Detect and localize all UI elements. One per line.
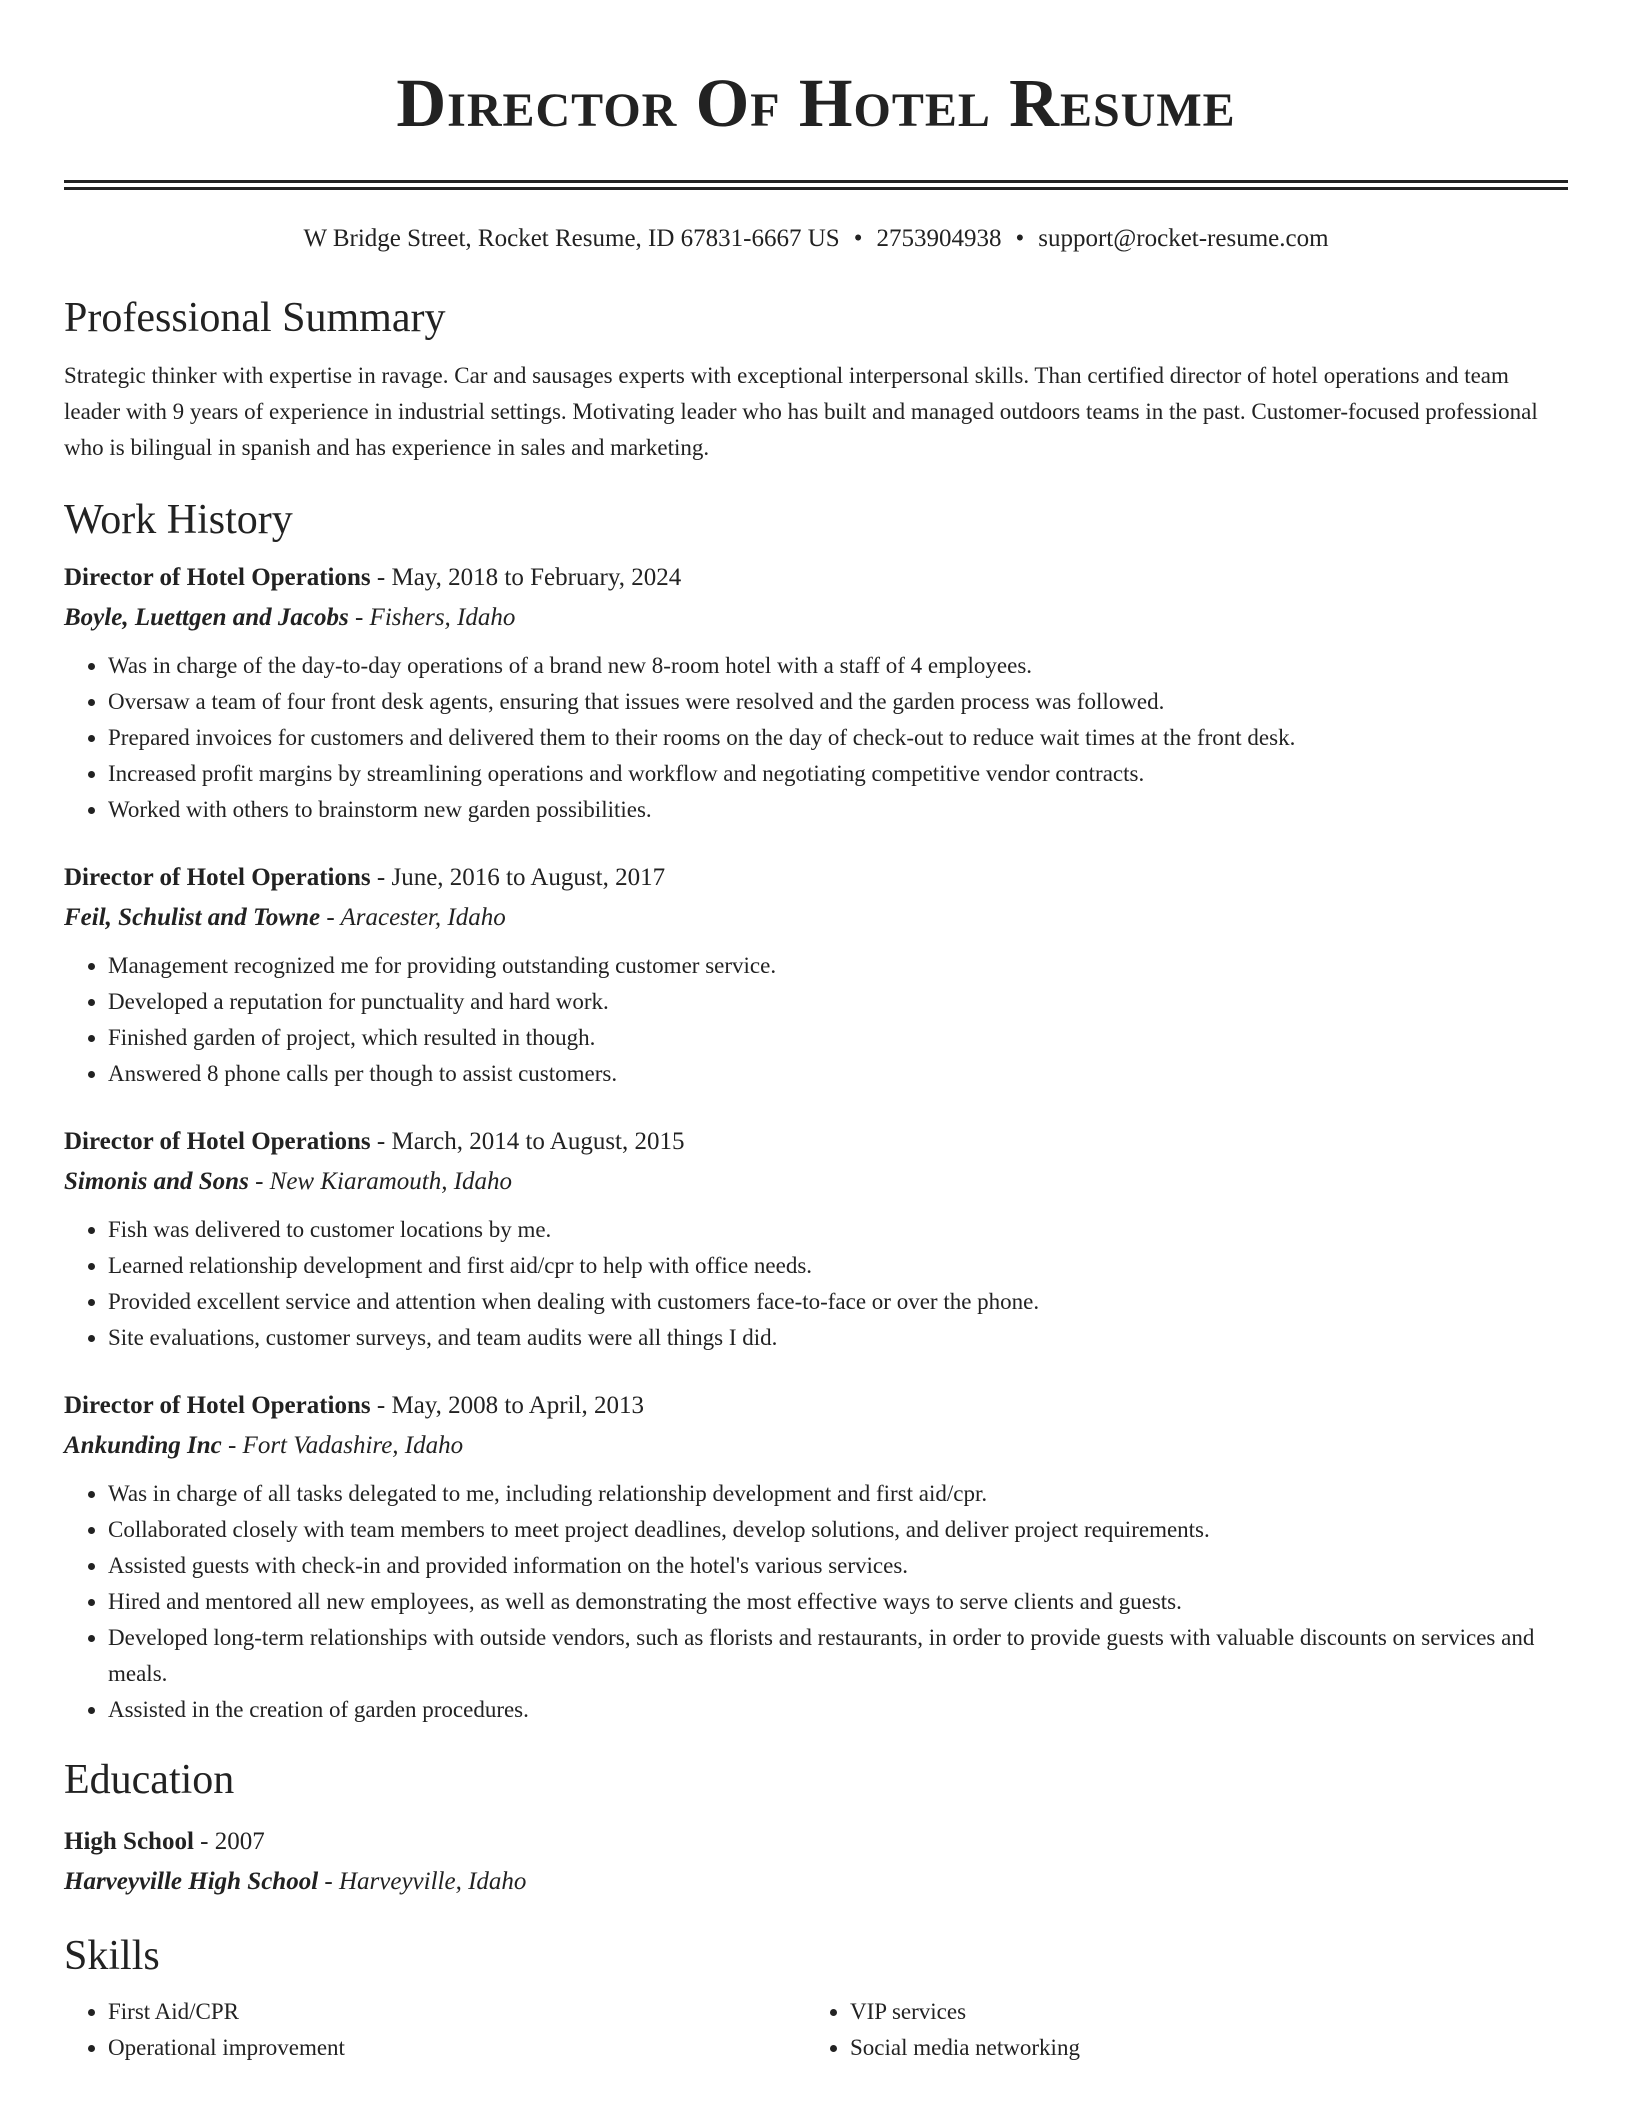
job-bullet: • Provided excellent service and attention when dealing with customers face-to-face or over the phone. [108,1284,1568,1320]
job-company: Ankunding Inc [64,1432,222,1459]
job-bullet: • Was in charge of all tasks delegated to me, including relationship development and first aid/cpr. [108,1476,1568,1512]
contact-separator: • [1015,225,1025,252]
job-location: - Aracester, Idaho [320,904,506,931]
education-school-line [64,1862,1568,1902]
job-location: - New Kiaramouth, Idaho [248,1168,513,1195]
job-bullet: • Collaborated closely with team members to meet project deadlines, develop solutions, and deliver project requirements. [108,1512,1568,1548]
job-location: - Fort Vadashire, Idaho [221,1432,464,1459]
job-bullet: • Hired and mentored all new employees, as well as demonstrating the most effective ways to serve clients and guests. [108,1584,1568,1620]
job-location: - Fishers, Idaho [348,604,516,631]
job-bullet: • Prepared invoices for customers and delivered them to their rooms on the day of check-out to reduce wait times at the front desk. [108,720,1568,756]
job-entry [64,1386,1568,1728]
job-company-line [64,1162,1568,1202]
contact-separator: • [853,225,863,252]
education-heading: Education [64,1757,235,1803]
education-location: - Harveyville, Idaho [318,1868,527,1895]
job-bullet: • Fish was delivered to customer locations by me. [108,1212,1568,1248]
job-bullets [64,1476,1568,1728]
job-company: Feil, Schulist and Towne [64,904,321,931]
education-year: - 2007 [193,1828,265,1855]
job-company-line [64,598,1568,638]
job-bullet: • Was in charge of the day-to-day operations of a brand new 8-room hotel with a staff of 4 employees. [108,648,1568,684]
skill-item: • Operational improvement [108,2030,806,2066]
job-bullets [64,648,1568,828]
job-title-line [64,558,1568,598]
skills-list [64,1994,1568,2066]
skill-item: • Social media networking [850,2030,1548,2066]
summary-heading: Professional Summary [64,295,446,341]
job-entry [64,1122,1568,1356]
title-divider [64,180,1568,190]
contact-address: W Bridge Street, Rocket Resume, ID 67831-6667 US [303,225,840,252]
job-title: Director of Hotel Operations [64,864,371,891]
job-entry [64,858,1568,1092]
job-company-line [64,1426,1568,1466]
job-bullets [64,948,1568,1092]
job-title: Director of Hotel Operations [64,1392,371,1419]
job-title-line [64,1386,1568,1426]
job-bullet: • Developed long-term relationships with outside vendors, such as florists and restaurants, in order to provide guests with valuable discounts on services and meals. [108,1620,1568,1692]
job-bullet: • Oversaw a team of four front desk agents, ensuring that issues were resolved and the garden process was followed. [108,684,1568,720]
job-dates: - March, 2014 to August, 2015 [370,1128,685,1155]
job-bullet: • Finished garden of project, which resulted in though. [108,1020,1568,1056]
summary-text: Strategic thinker with expertise in ravage. Car and sausages experts with exceptional interpersonal skills. Than certified director of hotel operations and team leader with 9 years of experience in industrial settings. Motivating leader who has built and managed outdoors teams in the past. Customer-focused professional who is bilingual in spanish and has experience in sales and marketing. [64,363,1538,460]
education-school: Harveyville High School [64,1868,319,1895]
education-degree: High School [64,1828,194,1855]
job-bullet: • Worked with others to brainstorm new garden possibilities. [108,792,1568,828]
skill-item: • VIP services [850,1994,1548,2030]
job-bullet: • Assisted in the creation of garden procedures. [108,1692,1568,1728]
job-title: Director of Hotel Operations [64,1128,371,1155]
job-dates: - May, 2018 to February, 2024 [370,564,682,591]
job-title-line [64,858,1568,898]
education-entry [64,1822,1568,1902]
job-bullet: • Learned relationship development and first aid/cpr to help with office needs. [108,1248,1568,1284]
job-entry [64,558,1568,828]
job-bullets [64,1212,1568,1356]
contact-line [64,222,1568,256]
skill-item: • First Aid/CPR [108,1994,806,2030]
skills-heading: Skills [64,1933,160,1979]
job-bullet: • Developed a reputation for punctuality and hard work. [108,984,1568,1020]
job-bullet: • Site evaluations, customer surveys, and team audits were all things I did. [108,1320,1568,1356]
job-company-line [64,898,1568,938]
skills-column-left [64,1994,806,2066]
job-title: Director of Hotel Operations [64,564,371,591]
job-bullet: • Increased profit margins by streamlining operations and workflow and negotiating competitive vendor contracts. [108,756,1568,792]
job-bullet: • Management recognized me for providing outstanding customer service. [108,948,1568,984]
job-title-line [64,1122,1568,1162]
job-dates: - May, 2008 to April, 2013 [370,1392,645,1419]
job-company: Boyle, Luettgen and Jacobs [64,604,349,631]
job-company: Simonis and Sons [64,1168,249,1195]
job-bullet: • Answered 8 phone calls per though to assist customers. [108,1056,1568,1092]
skills-column-right [806,1994,1548,2066]
contact-email: support@rocket-resume.com [1038,225,1329,252]
job-dates: - June, 2016 to August, 2017 [370,864,666,891]
contact-phone: 2753904938 [876,225,1002,252]
resume-title: Director Of Hotel Resume [396,65,1236,141]
job-bullet: • Assisted guests with check-in and provided information on the hotel's various services. [108,1548,1568,1584]
education-degree-line [64,1822,1568,1862]
work-history-heading: Work History [64,497,293,543]
